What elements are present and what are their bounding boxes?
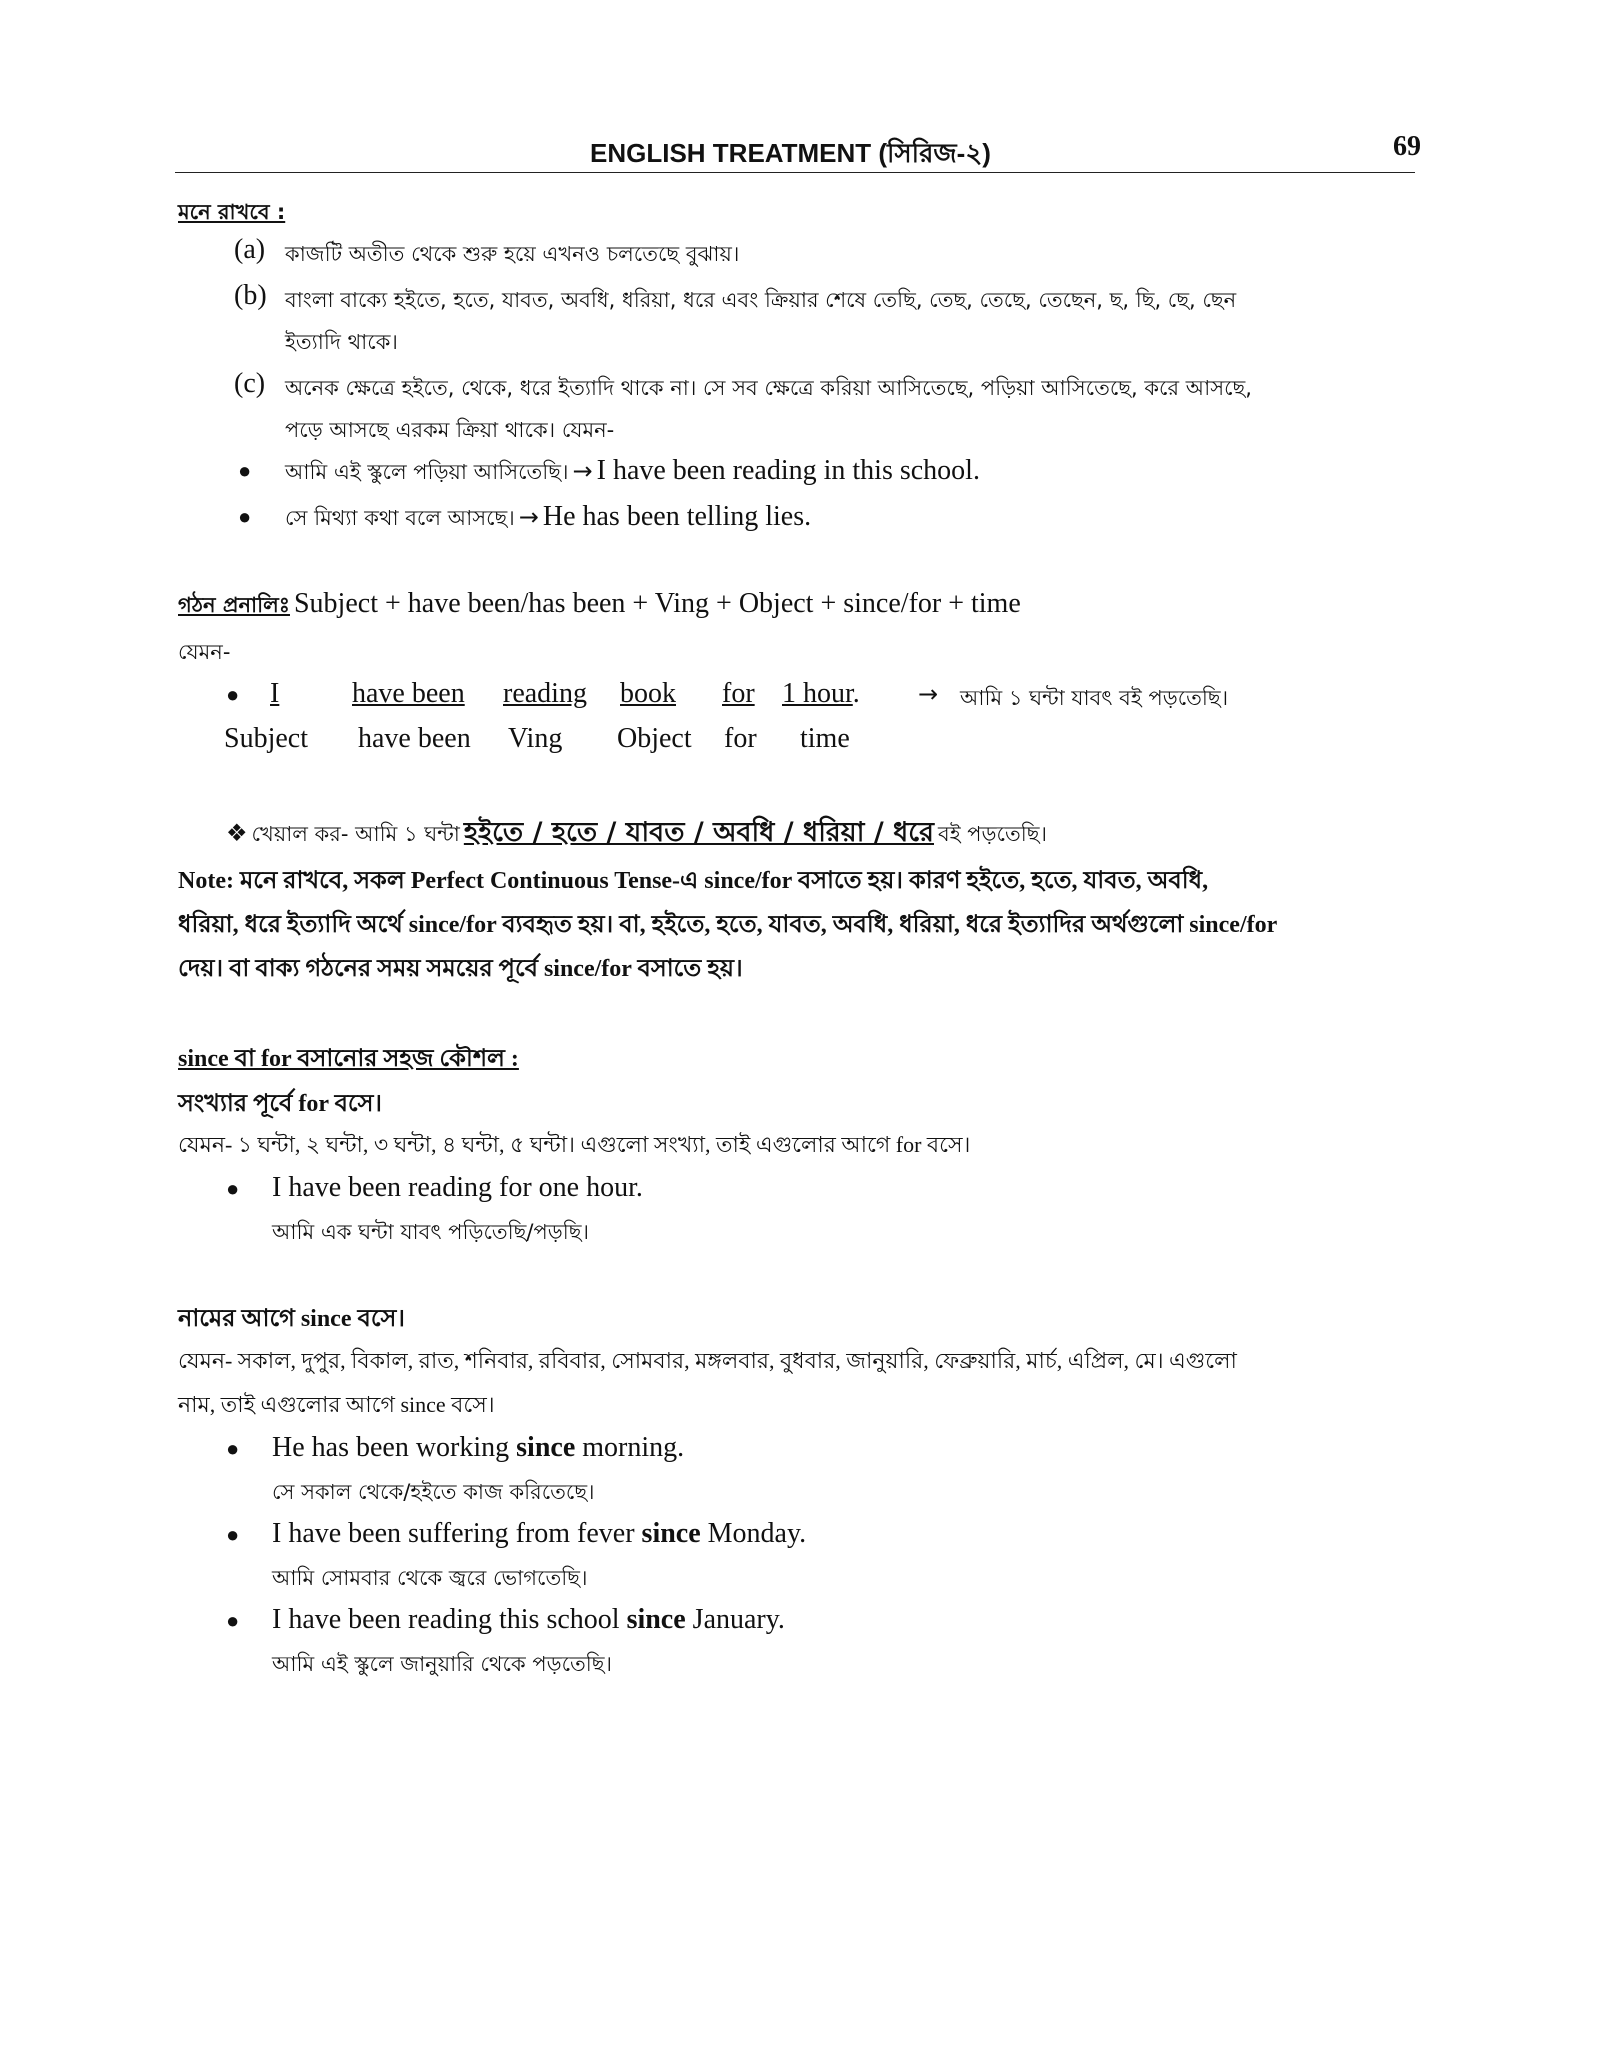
word-have-been: have been xyxy=(352,678,465,709)
structure-arrow: → xyxy=(918,680,939,708)
page-number: 69 xyxy=(1393,131,1421,162)
item-b-text-cont: ইত্যাদি থাকে। xyxy=(285,330,398,354)
structure-formula: Subject + have been/has been + Ving + Object + since/for + time xyxy=(293,588,1021,619)
notice-suffix: বই পড়তেছি। xyxy=(938,822,1047,846)
since-sentence-1-pre: He has been working xyxy=(272,1432,510,1463)
role-ving: Ving xyxy=(508,723,563,754)
tips-heading: since বা for বসানোর সহজ কৌশল : xyxy=(178,1046,519,1072)
structure-line xyxy=(178,588,1021,624)
structure-label: গঠন প্রনালিঃ xyxy=(178,593,290,617)
since-sentence-2-english xyxy=(272,1518,806,1550)
example-1-arrow: → xyxy=(572,457,593,485)
word-for: for xyxy=(722,678,755,709)
remember-heading: মনে রাখবে : xyxy=(178,200,286,224)
item-c-marker: (c) xyxy=(234,368,266,399)
note-line-3: দেয়। বা বাক্য গঠনের সময় সময়ের পূর্বে since/for বসাতে হয়। xyxy=(178,956,743,982)
role-time: time xyxy=(800,723,850,754)
word-ving: reading xyxy=(503,678,587,709)
since-sentence-1-bengali: সে সকাল থেকে/হইতে কাজ করিতেছে। xyxy=(272,1480,595,1504)
role-subject: Subject xyxy=(224,723,308,754)
bullet: ● xyxy=(226,1522,240,1547)
since-rule: নামের আগে since বসে। xyxy=(178,1306,405,1332)
since-sentence-3-key: since xyxy=(626,1604,686,1635)
item-a-marker: (a) xyxy=(234,234,266,265)
example-2 xyxy=(285,501,811,537)
word-subject: I xyxy=(270,678,280,709)
since-sentence-2-pre: I have been suffering from fever xyxy=(272,1518,635,1549)
bullet: ● xyxy=(226,1608,240,1633)
page-header-title: ENGLISH TREATMENT (সিরিজ-২) xyxy=(590,138,991,168)
since-sentence-1-post: morning. xyxy=(582,1432,685,1463)
bullet: ● xyxy=(226,1436,240,1461)
since-sentence-3-post: January. xyxy=(692,1604,785,1635)
example-2-english: He has been telling lies. xyxy=(542,501,812,532)
bullet: ● xyxy=(226,1176,240,1201)
since-sentence-1-key: since xyxy=(516,1432,576,1463)
example-1 xyxy=(285,455,980,491)
role-have-been: have been xyxy=(358,723,471,754)
item-c-text-cont: পড়ে আসছে এরকম ক্রিয়া থাকে। যেমন- xyxy=(285,418,615,442)
notice-diamond-icon: ❖ xyxy=(226,821,248,847)
structure-translation: আমি ১ ঘন্টা যাবৎ বই পড়তেছি। xyxy=(960,686,1229,710)
for-sentence-1-bengali: আমি এক ঘন্টা যাবৎ পড়িতেছি/পড়ছি। xyxy=(272,1220,589,1244)
since-sentence-2-bengali: আমি সোমবার থেকে জ্বরে ভোগতেছি। xyxy=(272,1566,588,1590)
bullet: ● xyxy=(238,458,252,483)
since-sentence-3-pre: I have been reading this school xyxy=(272,1604,620,1635)
for-example: যেমন- ১ ঘন্টা, ২ ঘন্টা, ৩ ঘন্টা, ৪ ঘন্টা, ৫ ঘন্টা। এগুলো সংখ্যা, তাই এগুলোর আগে for বসে। xyxy=(178,1132,971,1157)
role-for: for xyxy=(724,723,757,754)
example-2-bengali: সে মিথ্যা কথা বলে আসছে। xyxy=(285,506,515,530)
structure-example-label: যেমন- xyxy=(178,640,231,664)
item-b-marker: (b) xyxy=(234,280,267,311)
bullet: ● xyxy=(238,504,252,529)
notice-line xyxy=(226,812,1047,857)
example-2-arrow: → xyxy=(518,503,539,531)
word-object: book xyxy=(620,678,676,709)
since-sentence-3-bengali: আমি এই স্কুলে জানুয়ারি থেকে পড়তেছি। xyxy=(272,1652,613,1676)
since-sentence-3-english xyxy=(272,1604,785,1636)
note-line-1: Note: মনে রাখবে, সকল Perfect Continuous Tense-এ since/for বসাতে হয়। কারণ হইতে, হতে, যাবত, অবধি, xyxy=(178,868,1209,894)
since-example-line-1: যেমন- সকাল, দুপুর, বিকাল, রাত, শনিবার, রবিবার, সোমবার, মঙ্গলবার, বুধবার, জানুয়ারি, ফেব্রুয়ারি, মার্চ, এপ্রিল, মে। এগুলো xyxy=(178,1348,1237,1373)
since-sentence-1-english xyxy=(272,1432,684,1464)
word-time xyxy=(782,678,860,710)
example-1-bengali: আমি এই স্কুলে পড়িয়া আসিতেছি। xyxy=(285,460,569,484)
for-sentence-1-english: I have been reading for one hour. xyxy=(272,1172,643,1203)
item-b-text: বাংলা বাক্যে হইতে, হতে, যাবত, অবধি, ধরিয়া, ধরে এবং ক্রিয়ার শেষে তেছি, তেছ, তেছে, তেছেন, ছ, ছি, ছে, ছেন xyxy=(285,288,1237,312)
since-sentence-2-post: Monday. xyxy=(707,1518,807,1549)
word-time-period: . xyxy=(852,678,860,709)
bullet: ● xyxy=(226,682,240,707)
example-1-english: I have been reading in this school. xyxy=(596,455,980,486)
role-object: Object xyxy=(617,723,692,754)
notice-emphasis: হইতে / হতে / যাবত / অবধি / ধরিয়া / ধরে xyxy=(463,817,934,848)
item-c-text: অনেক ক্ষেত্রে হইতে, থেকে, ধরে ইত্যাদি থাকে না। সে সব ক্ষেত্রে করিয়া আসিতেছে, পড়িয়া আসিতেছে, করে আসছে, xyxy=(285,376,1252,400)
item-a-text: কাজটি অতীত থেকে শুরু হয়ে এখনও চলতেছে বুঝায়। xyxy=(285,242,740,266)
for-rule: সংখ্যার পূর্বে for বসে। xyxy=(178,1091,383,1117)
since-sentence-2-key: since xyxy=(641,1518,701,1549)
word-time-text: 1 hour xyxy=(782,678,853,709)
header-divider xyxy=(175,172,1415,173)
note-line-2: ধরিয়া, ধরে ইত্যাদি অর্থে since/for ব্যবহৃত হয়। বা, হইতে, হতে, যাবত, অবধি, ধরিয়া, ধরে ইত্যাদির অর্থগুলো since/for xyxy=(178,912,1278,938)
since-example-line-2: নাম, তাই এগুলোর আগে since বসে। xyxy=(178,1392,495,1417)
notice-prefix: খেয়াল কর- আমি ১ ঘন্টা xyxy=(251,822,460,846)
